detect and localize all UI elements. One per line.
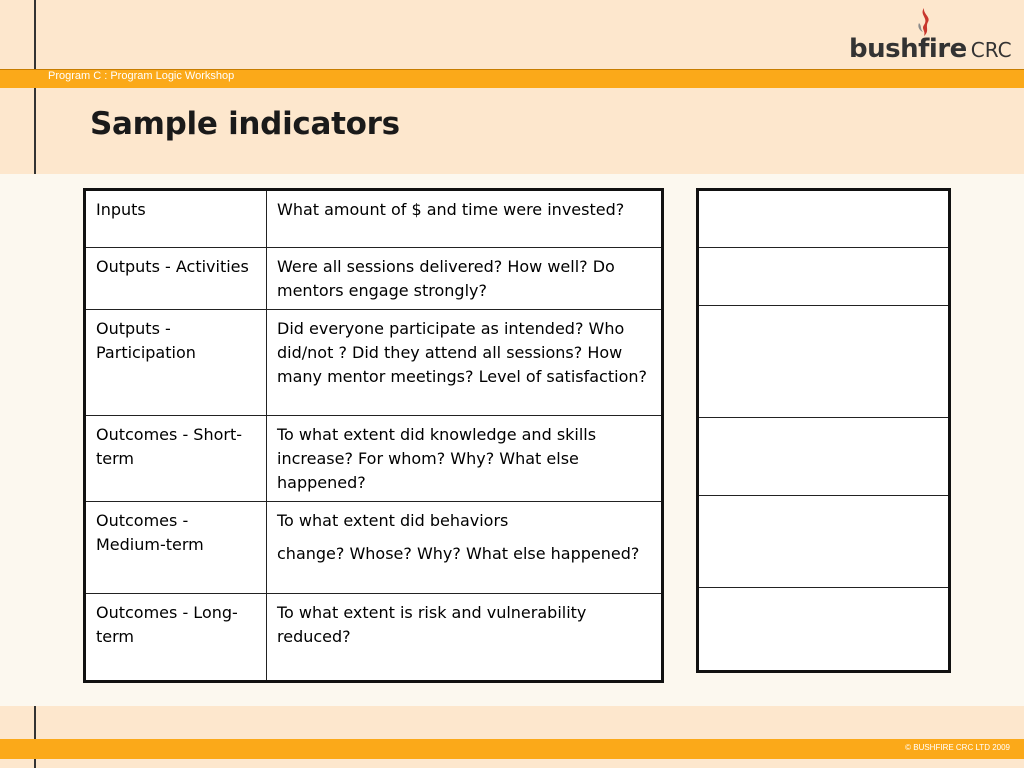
footer-bar [0,739,1024,759]
row-question: To what extent is risk and vulnerability reduced? [267,594,663,682]
logo-wordmark: bushfire [849,34,967,64]
row-label: Outcomes - Medium-term [85,502,267,594]
blank-row [698,306,950,418]
table-row [85,416,663,502]
blank-cell [698,496,950,588]
table-row [85,310,663,416]
row-label: Outcomes - Short-term [85,416,267,502]
blank-cell [698,418,950,496]
presentation-subtitle: Program C : Program Logic Workshop [48,70,235,82]
blank-row [698,418,950,496]
row-question: What amount of $ and time were invested? [267,190,663,248]
row-question: To what extent did behaviors [277,511,509,530]
row-label: Inputs [85,190,267,248]
table-row [85,248,663,310]
row-question: Did everyone participate as intended? Who did/not ? Did they attend all sessions? How many mentor meetings? Level of satisfaction? [267,310,663,416]
indicators-table [83,188,664,683]
blank-cell [698,588,950,672]
table-row [85,594,663,682]
blank-row [698,248,950,306]
row-label: Outputs - Participation [85,310,267,416]
row-question-cell [267,502,663,594]
table-row [85,190,663,248]
page-title: Sample indicators [90,106,400,142]
blank-row [698,588,950,672]
row-label: Outputs - Activities [85,248,267,310]
blank-row [698,190,950,248]
row-question: Were all sessions delivered? How well? Do mentors engage strongly? [267,248,663,310]
row-question-continued: change? Whose? Why? What else happened? [277,544,640,563]
blank-cell [698,190,950,248]
row-question: To what extent did knowledge and skills increase? For whom? Why? What else happened? [267,416,663,502]
blank-cell [698,306,950,418]
copyright-notice: © BUSHFIRE CRC LTD 2009 [905,743,1010,752]
row-label: Outcomes - Long-term [85,594,267,682]
bushfire-crc-logo [849,8,1012,68]
blank-answer-table [696,188,951,673]
blank-row [698,496,950,588]
table-row [85,502,663,594]
logo-suffix: CRC [970,38,1012,62]
blank-cell [698,248,950,306]
